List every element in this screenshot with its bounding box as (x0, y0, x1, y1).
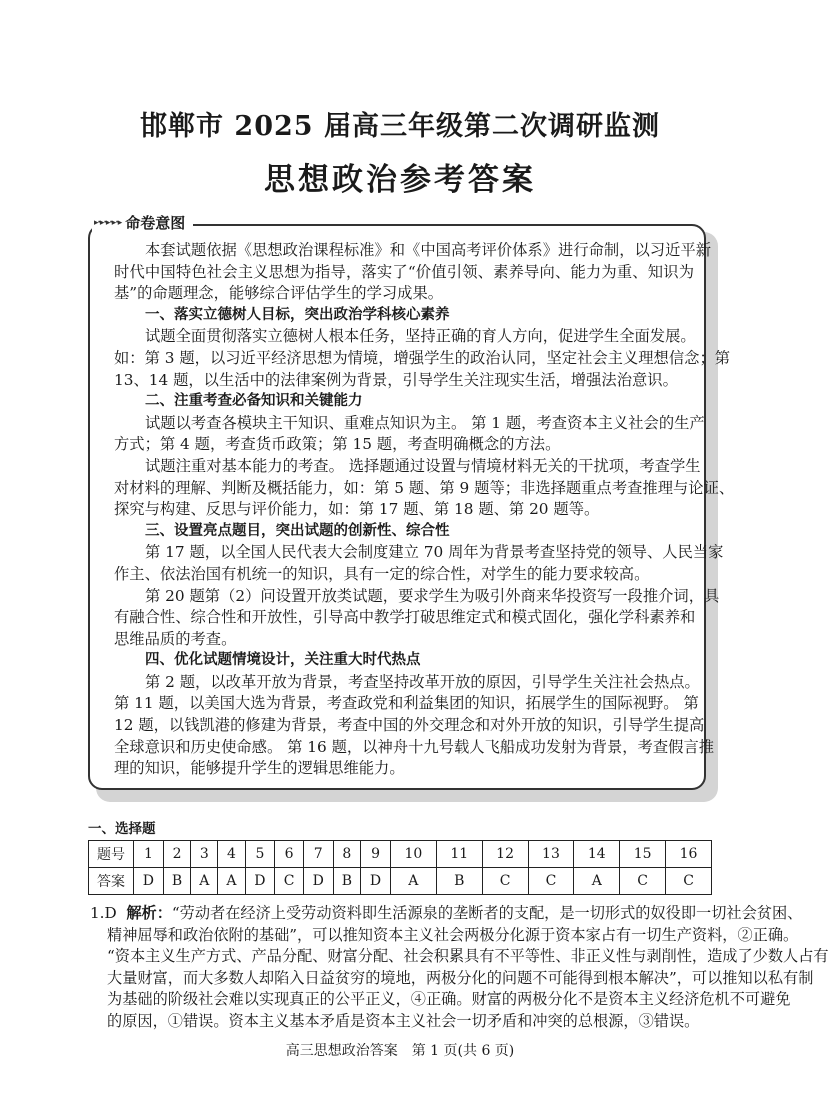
text-line: 本套试题依据《思想政治课程标准》和《中国高考评价体系》进行命制，以习近平新 (145, 241, 711, 259)
answer-table (88, 840, 712, 895)
paragraph (114, 586, 720, 651)
question-number-cell: 16 (666, 841, 712, 868)
text-line: 12 题，以钱凯港的修建为背景，考查中国的外交理念和对外开放的知识，引导学生提高 (114, 716, 705, 735)
text-line: 第 2 题，以改革开放为背景，考查坚持改革开放的原因，引导学生关注社会热点。 (145, 672, 700, 691)
text-line: 有融合性、综合性和开放性，引导高中教学打破思维定式和模式固化，强化学科素养和 (114, 608, 696, 627)
intent-box-label (92, 212, 193, 233)
text-line: 时代中国特色社会主义思想为指导，落实了“价值引领、素养导向、能力为重、知识为 (114, 262, 694, 281)
answer-cell: C (482, 868, 528, 895)
answer-cell: B (436, 868, 482, 895)
section-heading (114, 650, 694, 672)
text-line: 全球意识和历史使命感。 第 16 题，以神舟十九号载人飞船成功发射为背景，考查假言推 (114, 737, 715, 756)
answer-cell: D (245, 868, 275, 895)
question-number-cell: 12 (482, 841, 528, 868)
text-line: 理的知识，能够提升学生的逻辑思维能力。 (114, 759, 405, 778)
answer-cell: C (620, 868, 666, 895)
answer-cell: D (303, 868, 333, 895)
intent-content (114, 240, 735, 780)
question-number-cell: 14 (574, 841, 620, 868)
explanation-first-line: “劳动者在经济上受劳动资料即生活源泉的垄断者的支配，是一切形式的奴役即一切社会贫困、 (171, 904, 803, 922)
question-number-cell: 10 (390, 841, 436, 868)
explanation-line: 为基础的阶级社会难以实现真正的公平正义，④正确。财富的两极分化不是资本主义经济危机不可避免 (107, 990, 791, 1009)
text-line: 基”的命题理念，能够综合评估学生的学习成果。 (114, 284, 444, 303)
text-line: 对材料的理解、判断及概括能力，如：第 5 题、第 9 题等；非选择题重点考查推理与论证、 (114, 478, 735, 497)
paragraph (114, 413, 705, 456)
text-line: 第 20 题第（2）问设置开放类试题，要求学生为吸引外商来华投资写一段推介词，具 (145, 586, 720, 605)
explanation-line: 大量财富，而大多数人却陷入日益贫穷的境地，两极分化的问题不可能得到根本解决”，可以推知以私有制 (107, 968, 814, 987)
explanation-1 (90, 902, 829, 1032)
answer-cell: D (361, 868, 391, 895)
paragraph (114, 672, 715, 780)
answer-cell: A (390, 868, 436, 895)
explanation-line: 精神屈辱和政治依附的基础”，可以推知资本主义社会两极分化源于资本家占有一切生产资料，②正确。 (107, 925, 799, 944)
answer-cell: B (333, 868, 361, 895)
text-line: 思维品质的考查。 (114, 629, 237, 648)
row-label-number: 题号 (89, 841, 134, 868)
paragraph (114, 240, 711, 305)
section-heading (114, 305, 694, 327)
page-footer: 高三思想政治答案 第 1 页(共 6 页) (285, 1043, 515, 1059)
question-number-cell: 3 (191, 841, 218, 868)
explanation-label: 解析： (126, 904, 172, 922)
question-number-cell: 15 (620, 841, 666, 868)
explanation-number: 1.D (90, 904, 117, 922)
table-row-numbers (89, 841, 712, 868)
document-subtitle: 思想政治参考答案 (264, 162, 536, 198)
paragraph (114, 542, 724, 585)
question-number-cell: 2 (163, 841, 191, 868)
paragraph (114, 326, 731, 391)
answer-cell: D (134, 868, 164, 895)
explanation-line: 的原因，①错误。资本主义基本矛盾是资本主义社会一切矛盾和冲突的总根源，③错误。 (107, 1011, 700, 1030)
explanation-line: “资本主义生产方式、产品分配、财富分配、社会积累具有不平等性、非正义性与剥削性，造成了少数人占有 (107, 947, 829, 966)
text-line: 二、注重考查必备知识和关键能力 (145, 393, 363, 410)
text-line: 作主、依法治国有机统一的知识，具有一定的综合性，对学生的能力要求较高。 (114, 564, 650, 583)
answer-cell: A (574, 868, 620, 895)
text-line: 试题以考查各模块主干知识、重难点知识为主。 第 1 题，考查资本主义社会的生产 (145, 413, 705, 432)
question-number-cell: 6 (275, 841, 304, 868)
question-number-cell: 7 (303, 841, 333, 868)
question-number-cell: 8 (333, 841, 361, 868)
arrows-icon: ▸·▸·▸·▸·▸ (94, 217, 122, 228)
text-line: 第 11 题，以美国大选为背景，考查政党和利益集团的知识，拓展学生的国际视野。 第 (114, 694, 699, 713)
answer-cell: A (191, 868, 218, 895)
question-number-cell: 13 (528, 841, 574, 868)
document-title: 邯郸市 2025 届高三年级第二次调研监测 (140, 111, 660, 142)
answer-cell: C (275, 868, 304, 895)
question-number-cell: 9 (361, 841, 391, 868)
table-row-answers (89, 868, 712, 895)
row-label-answer: 答案 (89, 868, 134, 895)
text-line: 如：第 3 题，以习近平经济思想为情境，增强学生的政治认同，坚定社会主义理想信念；第 (114, 348, 731, 367)
text-line: 13、14 题，以生活中的法律案例为背景，引导学生关注现实生活，增强法治意识。 (114, 370, 678, 389)
text-line: 探究与构建、反思与评价能力，如：第 17 题、第 18 题、第 20 题等。 (114, 500, 600, 519)
question-number-cell: 1 (134, 841, 164, 868)
question-number-cell: 4 (218, 841, 245, 868)
answer-cell: A (218, 868, 245, 895)
intent-label-text: 命卷意图 (125, 214, 186, 232)
paragraph (114, 456, 735, 521)
text-line: 试题全面贯彻落实立德树人根本任务，坚持正确的育人方向，促进学生全面发展。 (145, 327, 696, 346)
answer-cell: C (666, 868, 712, 895)
text-line: 试题注重对基本能力的考查。 选择题通过设置与情境材料无关的干扰项，考查学生 (145, 456, 701, 475)
question-number-cell: 5 (245, 841, 275, 868)
section-heading (114, 521, 694, 543)
text-line: 方式；第 4 题，考查货币政策；第 15 题，考查明确概念的方法。 (114, 435, 561, 454)
section-heading (114, 391, 694, 413)
text-line: 三、设置亮点题目，突出试题的创新性、综合性 (145, 522, 450, 539)
answer-cell: C (528, 868, 574, 895)
text-line: 第 17 题，以全国人民代表大会制度建立 70 周年为背景考查坚持党的领导、人民当家 (145, 543, 724, 562)
text-line: 一、落实立德树人目标，突出政治学科核心素养 (145, 306, 450, 323)
section-title-choice: 一、选择题 (88, 821, 156, 837)
text-line: 四、优化试题情境设计，关注重大时代热点 (145, 652, 421, 669)
answer-cell: B (163, 868, 191, 895)
question-number-cell: 11 (436, 841, 482, 868)
